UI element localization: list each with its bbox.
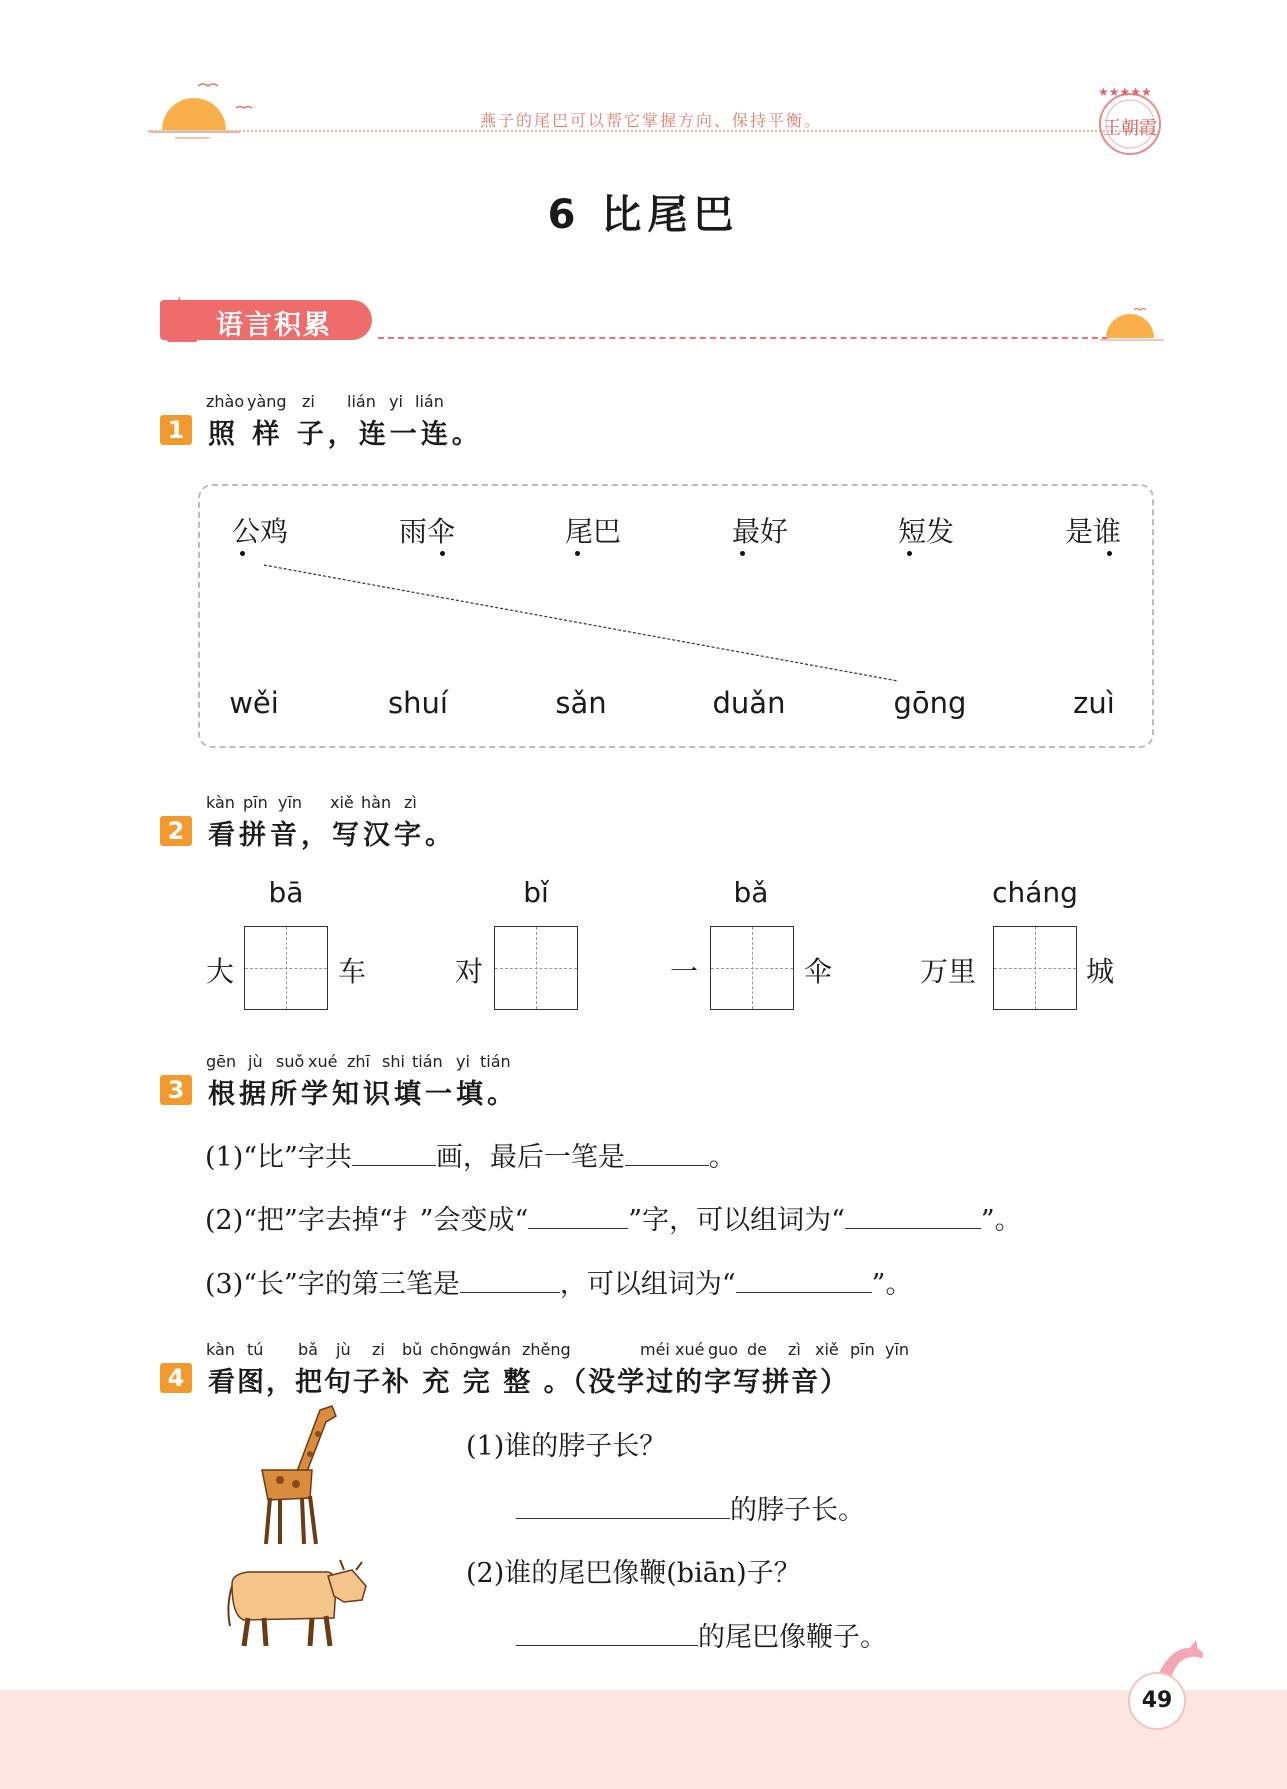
q3-number-badge: 3	[160, 1075, 192, 1105]
q2-number-badge: 2	[160, 816, 192, 846]
q1-word-5: 短发	[897, 515, 954, 548]
page-number: 49	[1128, 1672, 1186, 1730]
q3-pinyin-7: tián	[412, 1052, 443, 1071]
q1-word-3: 尾巴	[564, 515, 621, 548]
q1-pinyin-2: yàng	[247, 392, 287, 411]
q4-pinyin-7: chōng	[430, 1340, 480, 1359]
q2-instruction: 看拼音，写汉字。	[208, 820, 456, 851]
q1-number-badge: 1	[160, 415, 192, 445]
q1-instruction: 照 样 子，连一连。	[208, 419, 483, 450]
q1-pinyin-3: zi	[302, 392, 315, 411]
q1-pinyin-option-3: sǎn	[555, 686, 607, 720]
q2-char-after-1: 车	[338, 955, 367, 988]
q4-answer-text-1: 的脖子长。	[730, 1495, 865, 1526]
q4-pinyin-12: guo	[708, 1340, 739, 1359]
q4-blank-2[interactable]	[516, 1619, 698, 1646]
q4-pinyin-5: zi	[372, 1340, 385, 1359]
svg-text:★★★★★: ★★★★★	[1098, 85, 1152, 99]
q2-char-before-3: 一	[670, 955, 699, 988]
q2-pinyin-prompt-1: bā	[268, 876, 304, 909]
q1-pinyin-option-1: wěi	[229, 686, 279, 720]
q2-pinyin-3: yīn	[278, 793, 303, 812]
q4-instruction: 看图，把句子补 充 完 整 。（没学过的字写拼音）	[208, 1367, 850, 1398]
q3-q3-text-c: ”。	[871, 1269, 913, 1300]
q3-question-1	[205, 1135, 736, 1174]
q4-answer-line-2	[516, 1615, 887, 1654]
q3-question-2	[205, 1198, 1022, 1237]
q3-q2-text-c: ”。	[980, 1205, 1022, 1236]
q2-pinyin-prompt-3: bǎ	[733, 876, 769, 909]
q2-writing-grid-3[interactable]	[710, 926, 794, 1010]
q3-pinyin-1: gēn	[206, 1052, 237, 1071]
q2-char-before-4: 万里	[920, 955, 977, 988]
q4-pinyin-6: bǔ	[402, 1340, 423, 1359]
q4-pinyin-9: zhěng	[522, 1340, 571, 1359]
q3-q1-text-c: 。	[708, 1142, 736, 1173]
q4-blank-1[interactable]	[516, 1492, 730, 1519]
q2-pinyin-1: kàn	[206, 793, 235, 812]
q3-q2-blank-2[interactable]	[845, 1202, 981, 1229]
q2-pinyin-4: xiě	[330, 793, 354, 812]
q2-pinyin-prompt-4: cháng	[992, 876, 1078, 909]
q1-pinyin-option-4: duǎn	[712, 686, 786, 720]
q4-question-1: (1)谁的脖子长？	[466, 1431, 667, 1462]
q3-pinyin-2: jù	[248, 1052, 263, 1071]
footer-band	[0, 1690, 1287, 1789]
q3-q2-text-a: (2)“把”字去掉“扌”会变成“	[205, 1205, 529, 1236]
q3-q1-blank-1[interactable]	[352, 1139, 436, 1166]
q1-pinyin-option-6: zuì	[1073, 686, 1115, 720]
q4-pinyin-17: yīn	[885, 1340, 910, 1359]
q3-pinyin-9: tián	[480, 1052, 511, 1071]
q3-pinyin-6: shi	[382, 1052, 405, 1071]
q2-pinyin-2: pīn	[243, 793, 268, 812]
q1-word-4: 最好	[731, 515, 788, 548]
q3-q1-text-a: (1)“比”字共	[205, 1142, 352, 1173]
section-label: 语言积累	[216, 310, 332, 341]
q3-q2-text-b: ”字，可以组词为“	[628, 1205, 845, 1236]
q1-pinyin-5: yi	[389, 392, 403, 411]
q4-pinyin-2: tú	[247, 1340, 264, 1359]
q4-pinyin-4: jù	[336, 1340, 351, 1359]
q1-word-1: 公鸡	[231, 515, 288, 548]
q4-pinyin-16: pīn	[850, 1340, 875, 1359]
q2-writing-grid-2[interactable]	[494, 926, 578, 1010]
q2-pinyin-5: hàn	[361, 793, 392, 812]
q2-char-after-3: 伞	[804, 955, 833, 988]
q4-pinyin-13: de	[747, 1340, 767, 1359]
q1-pinyin-4: lián	[347, 392, 376, 411]
q3-pinyin-5: zhī	[347, 1052, 370, 1071]
q4-answer-text-2: 的尾巴像鞭子。	[698, 1622, 887, 1653]
giraffe-illustration	[240, 1400, 350, 1548]
q2-char-before-2: 对	[455, 955, 484, 988]
q4-pinyin-14: zì	[788, 1340, 801, 1359]
q1-word-2: 雨伞	[398, 515, 455, 548]
q3-instruction: 根据所学知识填一填。	[208, 1079, 518, 1110]
stamp-text: 王朝霞	[1103, 118, 1157, 139]
q2-pinyin-6: zì	[404, 793, 417, 812]
q3-q3-blank-1[interactable]	[460, 1266, 560, 1293]
q3-q1-blank-2[interactable]	[625, 1139, 709, 1166]
q4-answer-line-1	[516, 1488, 865, 1527]
q1-pinyin-option-2: shuí	[388, 686, 448, 720]
q2-pinyin-prompt-2: bǐ	[523, 876, 549, 909]
page-title: 6 比尾巴	[547, 192, 740, 238]
q4-pinyin-1: kàn	[206, 1340, 235, 1359]
q2-char-before-1: 大	[206, 955, 235, 988]
q4-pinyin-8: wán	[478, 1340, 512, 1359]
q1-word-6: 是谁	[1064, 515, 1121, 548]
q4-question-2: (2)谁的尾巴像鞭(biān)子？	[466, 1558, 801, 1589]
q3-question-3	[205, 1262, 912, 1301]
q4-pinyin-15: xiě	[815, 1340, 839, 1359]
q3-pinyin-4: xué	[308, 1052, 338, 1071]
q4-pinyin-3: bǎ	[298, 1340, 318, 1359]
q3-pinyin-3: suǒ	[276, 1052, 305, 1071]
q2-writing-grid-4[interactable]	[993, 926, 1077, 1010]
q1-pinyin-6: lián	[415, 392, 444, 411]
q4-pinyin-10: méi	[640, 1340, 670, 1359]
q2-char-after-4: 城	[1086, 955, 1115, 988]
q3-q3-blank-2[interactable]	[736, 1266, 872, 1293]
q3-q3-text-a: (3)“长”字的第三笔是	[205, 1269, 460, 1300]
q4-number-badge: 4	[160, 1363, 192, 1393]
q2-writing-grid-1[interactable]	[244, 926, 328, 1010]
q1-pinyin-1: zhào	[206, 392, 245, 411]
header-motto: 燕子的尾巴可以帮它掌握方向、保持平衡。	[480, 111, 823, 130]
q3-q3-text-b: ，可以组词为“	[559, 1269, 736, 1300]
q3-q1-text-b: 画，最后一笔是	[435, 1142, 625, 1173]
q1-pinyin-option-5: gōng	[893, 686, 967, 720]
q4-pinyin-11: xué	[675, 1340, 705, 1359]
cow-illustration	[224, 1556, 374, 1650]
q3-pinyin-8: yi	[456, 1052, 470, 1071]
q3-q2-blank-1[interactable]	[528, 1202, 628, 1229]
